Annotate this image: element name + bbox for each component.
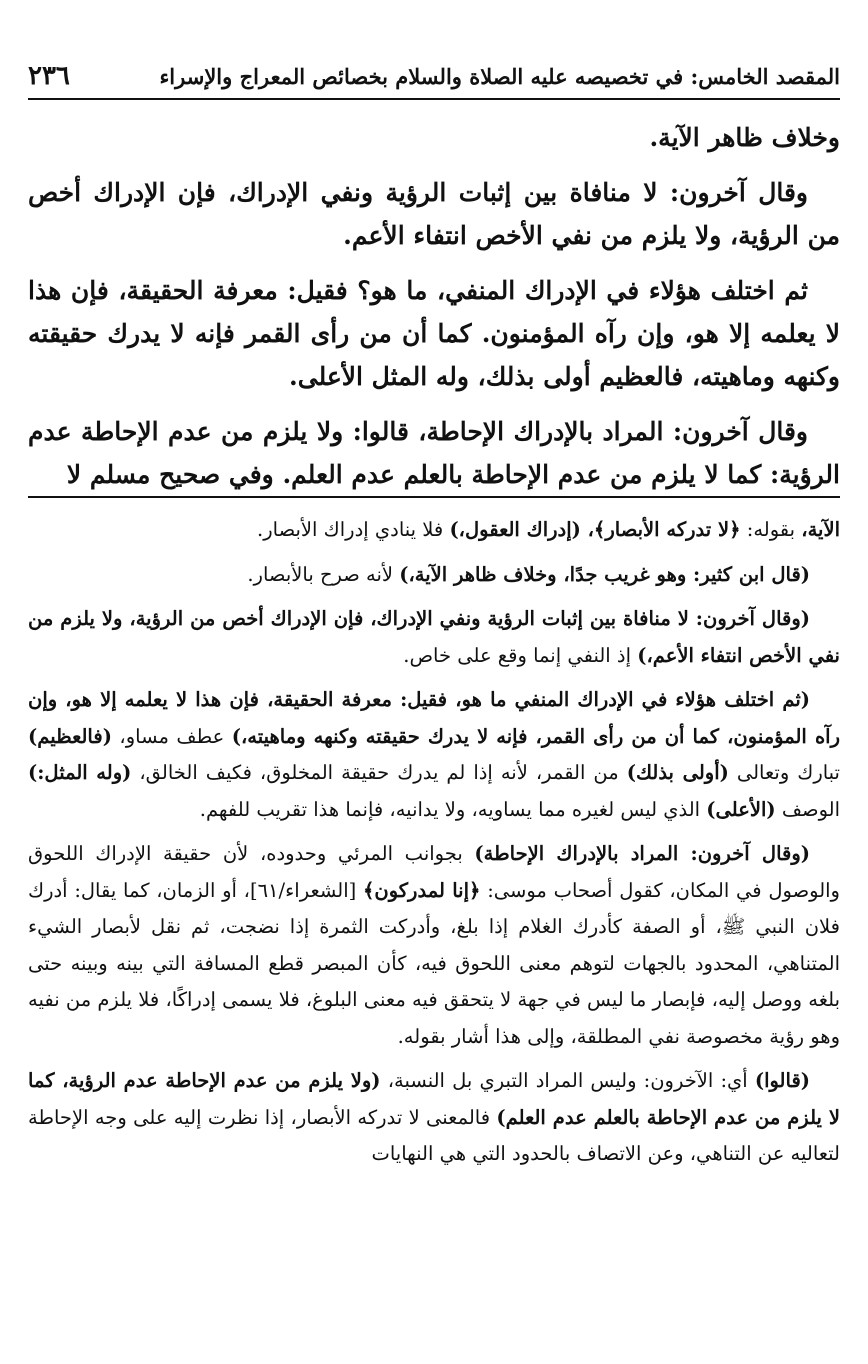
footnote-separator (28, 496, 840, 498)
page-number: ٢٣٦ (28, 61, 70, 91)
commentary-text: الوصف (775, 797, 840, 821)
quoted-text: ﴿لا تدركه الأبصار﴾، (إدراك العقول،) (449, 518, 741, 541)
main-paragraph: وخلاف ظاهر الآية. (649, 123, 840, 152)
commentary-text: عطف مساو، (111, 724, 232, 748)
quoted-text: (فالعظيم) (28, 724, 112, 748)
quoted-text: (ولا يلزم من عدم الإحاطة عدم الرؤية، كما لا يلزم من عدم الإحاطة بالعلم عدم العلم) (28, 1069, 840, 1129)
main-text (28, 116, 840, 508)
main-paragraph: وقال آخرون: المراد بالإدراك الإحاطة، قالوا: ولا يلزم من عدم الإحاطة عدم الرؤية: كما لا يلزم من عدم الإحاطة بالعلم عدم العلم. وفي صحيح مسلم لا (28, 417, 840, 489)
quoted-text: (قالوا) (754, 1069, 810, 1092)
quoted-text: (الأعلى) (706, 797, 776, 821)
book-page (28, 0, 840, 1364)
main-paragraph: ثم اختلف هؤلاء في الإدراك المنفي، ما هو؟ فقيل: معرفة الحقيقة، فإن هذا لا يعلمه إلا هو، وإن رآه المؤمنون. كما أن من رأى القمر فإنه لا يدرك حقيقته وكنهه وماهيته، فالعظيم أولى بذلك، وله المثل الأعلى. (28, 276, 840, 391)
quoted-text: (وقال آخرون: المراد بالإدراك الإحاطة) (474, 842, 810, 865)
commentary-text: أي: الآخرون: وليس المراد التبري بل النسبة، (380, 1069, 755, 1092)
commentary-paragraph (28, 836, 840, 1055)
commentary-paragraph (28, 557, 840, 594)
main-paragraph: وقال آخرون: لا منافاة بين إثبات الرؤية ونفي الإدراك، فإن الإدراك أخص من الرؤية، ولا يلزم من نفي الأخص انتفاء الأعم. (28, 178, 840, 250)
quoted-text: (قال ابن كثير: وهو غريب جدًا، وخلاف ظاهر الآية،) (399, 562, 810, 586)
commentary-paragraph (28, 682, 840, 828)
commentary-text: إذ النفي إنما وقع على خاص. (403, 643, 638, 667)
page-header (28, 54, 840, 100)
commentary-text: الذي ليس لغيره مما يساويه، ولا يدانيه، فإنما هذا تقريب للفهم. (199, 797, 707, 821)
commentary-paragraph (28, 601, 840, 674)
commentary-text: [الشعراء/٦١]، أو الزمان، كما يقال: أدرك فلان النبي ﷺ، أو الصفة كأدرك الغلام إذا بلغ، وأدركت الثمرة إذا نضجت، ثم نقل لأبصار الشيء المتناهي، المحدود بالجهات لتوهم معنى اللحوق فيه، كأن المبصر قطع المسافة التي بينه وبينه حتى بلغه ووصل إليه، فإبصار ما ليس في جهة لا يتحقق فيه معنى البلوغ، فلا يسمى إدراكًا، فلا يلزم من نفيه وهو رؤية مخصوصة نفي المطلقة، وإلى هذا أشار بقوله. (28, 878, 840, 1048)
commentary-paragraph (28, 1063, 840, 1173)
quoted-text: (وله المثل:) (28, 761, 132, 784)
quoted-text: (أولى بذلك) (626, 761, 729, 784)
commentary-paragraph (28, 512, 840, 549)
commentary-text: فالمعنى لا تدركه الأبصار، إذا نظرت إليه على وجه الإحاطة لتعاليه عن التناهي، وعن الاتصاف بالحدود التي هي النهايات (28, 1105, 840, 1165)
commentary (28, 512, 840, 1181)
commentary-text: فلا ينادي إدراك الأبصار. (257, 518, 450, 541)
quoted-text: ﴿إنا لمدركون﴾ (362, 878, 481, 902)
quoted-text: الآية، (801, 518, 840, 541)
commentary-text: بقوله: (740, 518, 802, 541)
commentary-text: لأنه صرح بالأبصار. (247, 562, 400, 586)
quoted-text: (وقال آخرون: لا منافاة بين إثبات الرؤية ونفي الإدراك، فإن الإدراك أخص من الرؤية، ولا يلزم من نفي الأخص انتفاء الأعم،) (28, 607, 840, 667)
commentary-text: من القمر، لأنه إذا لم يدرك حقيقة المخلوق، فكيف الخالق، (131, 761, 627, 784)
commentary-text: بجوانب المرئي وحدوده، لأن حقيقة الإدراك اللحوق والوصول في المكان، كقول أصحاب موسى: (28, 842, 840, 902)
quoted-text: (ثم اختلف هؤلاء في الإدراك المنفي ما هو، فقيل: معرفة الحقيقة، فإن هذا لا يعلمه إلا هو، وإن رآه المؤمنون، كما أن من رأى القمر، فإنه لا يدرك حقيقته وكنهه وماهيته،) (28, 688, 840, 748)
commentary-text: تبارك وتعالى (728, 761, 840, 784)
running-title: المقصد الخامس: في تخصيصه عليه الصلاة والسلام بخصائص المعراج والإسراء (159, 63, 840, 89)
